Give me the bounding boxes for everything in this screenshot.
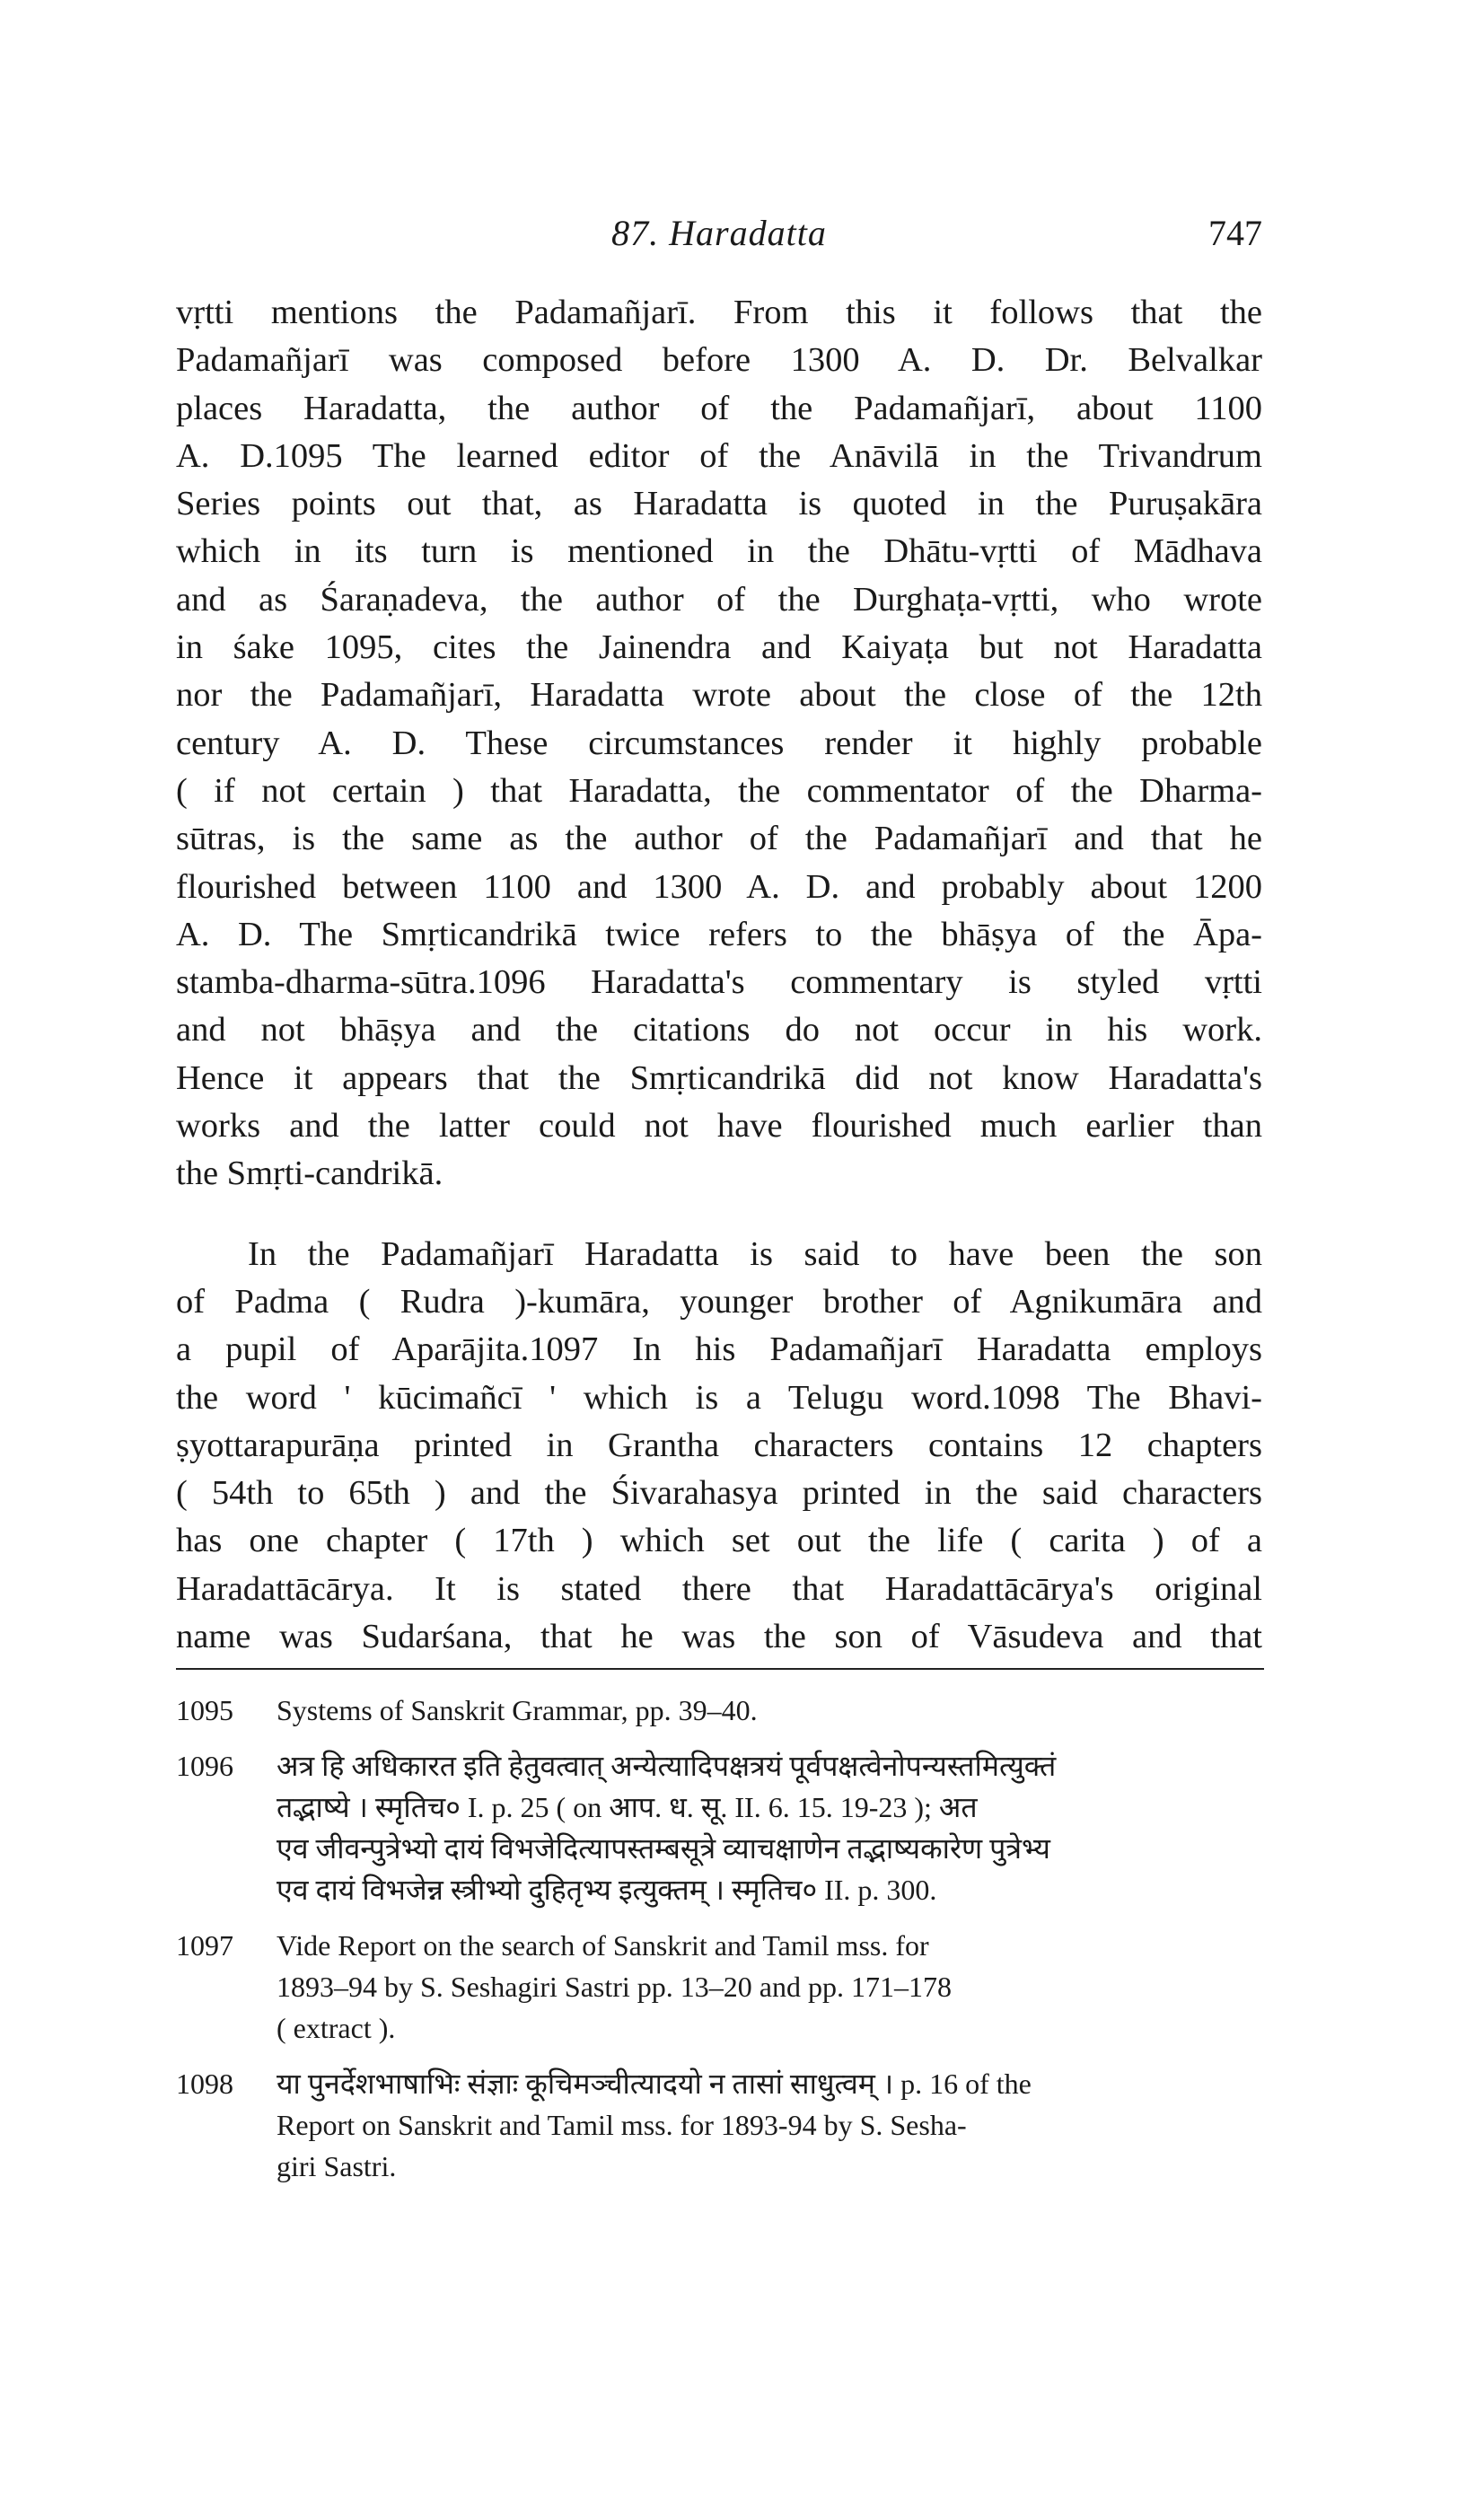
text-line: A. D. The Smṛticandrikā twice refers to the bhāṣya of the Āpa- <box>176 915 1262 953</box>
text-line: places Haradatta, the author of the Padamañjarī, about 1100 <box>176 389 1262 427</box>
text-line: flourished between 1100 and 1300 A. D. and probably about 1200 <box>176 867 1262 906</box>
text-line: the Smṛti-candrikā. <box>176 1154 443 1193</box>
footnote-line: Systems of Sanskrit Grammar, pp. 39–40. <box>277 1694 758 1726</box>
footnote-line: तद्भाष्ये । स्मृतिच० I. p. 25 ( on आप. ध. सू. II. 6. 15. 19-23 ); अत <box>277 1791 978 1823</box>
footnote-1098 <box>176 2063 1264 2187</box>
text-line: in śake 1095, cites the Jainendra and Kaiyaṭa but not Haradatta <box>176 628 1262 667</box>
text-line: of Padma ( Rudra )-kumāra, younger brother of Agnikumāra and <box>176 1282 1262 1321</box>
footnote-line: एव जीवन्पुत्रेभ्यो दायं विभजेदित्यापस्तम्बसूत्रे व्याचक्षाणेन तद्भाष्यकारेण पुत्रेभ्य <box>277 1832 1050 1865</box>
text-line: has one chapter ( 17th ) which set out the life ( carita ) of a <box>176 1522 1262 1560</box>
text-line: stamba-dharma-sūtra.1096 Haradatta's commentary is styled vṛtti <box>176 963 1262 1002</box>
text-line: ṣyottarapurāṇa printed in Grantha characters contains 12 chapters <box>176 1426 1262 1464</box>
text-line: the word ' kūcimañcī ' which is a Telugu word.1098 The Bhavi- <box>176 1378 1262 1417</box>
footnote-divider <box>176 1668 1264 1670</box>
footnote-line: ( extract ). <box>277 2012 396 2044</box>
text-line: name was Sudarśana, that he was the son of Vāsudeva and that <box>176 1618 1262 1656</box>
paragraph-1 <box>176 289 1262 1198</box>
footnote-1097 <box>176 1925 1264 2049</box>
footnote-line: या पुनर्देशभाषाभिः संज्ञाः कूचिमञ्चीत्यादयो न तासां साधुत्वम् । p. 16 of the <box>277 2067 1032 2100</box>
paragraph-2 <box>176 1231 1262 1662</box>
footnote-1095 <box>176 1690 1264 1731</box>
page-number: 747 <box>1208 213 1262 253</box>
text-line: a pupil of Aparājita.1097 In his Padamañjarī Haradatta employs <box>176 1330 1262 1369</box>
footnote-line: Report on Sanskrit and Tamil mss. for 1893-94 by S. Sesha- <box>277 2109 967 2141</box>
text-line: which in its turn is mentioned in the Dhātu-vṛtti of Mādhava <box>176 532 1262 571</box>
text-line: ( if not certain ) that Haradatta, the commentator of the Dharma- <box>176 771 1262 810</box>
text-line: century A. D. These circumstances render it highly probable <box>176 724 1262 762</box>
text-line: Haradattācārya. It is stated there that Haradattācārya's original <box>176 1569 1262 1608</box>
footnote-line: giri Sastri. <box>277 2150 397 2182</box>
text-line: A. D.1095 The learned editor of the Anāvilā in the Trivandrum <box>176 436 1262 475</box>
text-line: nor the Padamañjarī, Haradatta wrote about the close of the 12th <box>176 676 1262 715</box>
running-title: 87. Haradatta <box>611 213 827 253</box>
footnote-number: 1096 <box>176 1750 233 1782</box>
footnote-1096 <box>176 1745 1264 1910</box>
body-text <box>176 289 1262 1661</box>
text-line: and as Śaraṇadeva, the author of the Durghaṭa-vṛtti, who wrote <box>176 580 1262 619</box>
running-header <box>176 212 1262 266</box>
text-line: In the Padamañjarī Haradatta is said to have been the son <box>248 1234 1262 1273</box>
footnote-line: 1893–94 by S. Seshagiri Sastri pp. 13–20 and pp. 171–178 <box>277 1971 952 2003</box>
text-line: Series points out that, as Haradatta is quoted in the Puruṣakāra <box>176 485 1262 523</box>
paragraph-spacer <box>176 1198 1262 1231</box>
footnote-line: एव दायं विभजेन्न स्त्रीभ्यो दुहितृभ्य इत्युक्तम् । स्मृतिच० II. p. 300. <box>277 1874 937 1906</box>
footnote-number: 1098 <box>176 2067 233 2100</box>
text-line: Hence it appears that the Smṛticandrikā did not know Haradatta's <box>176 1058 1262 1097</box>
text-line: works and the latter could not have flourished much earlier than <box>176 1107 1262 1146</box>
text-line: sūtras, is the same as the author of the Padamañjarī and that he <box>176 820 1262 858</box>
text-line: vṛtti mentions the Padamañjarī. From this it follows that the <box>176 294 1262 331</box>
footnote-number: 1097 <box>176 1929 233 1962</box>
text-line: and not bhāṣya and the citations do not occur in his work. <box>176 1011 1262 1049</box>
footnote-number: 1095 <box>176 1694 233 1726</box>
footnotes <box>176 1690 1264 2201</box>
footnote-line: Vide Report on the search of Sanskrit and Tamil mss. for <box>277 1929 929 1962</box>
text-line: Padamañjarī was composed before 1300 A. D. Dr. Belvalkar <box>176 341 1262 380</box>
footnote-line: अत्र हि अधिकारत इति हेतुवत्वात् अन्येत्यादिपक्षत्रयं पूर्वपक्षत्वेनोपन्यस्तमित्युक्तं <box>277 1750 1057 1782</box>
text-line: ( 54th to 65th ) and the Śivarahasya printed in the said characters <box>176 1474 1262 1513</box>
